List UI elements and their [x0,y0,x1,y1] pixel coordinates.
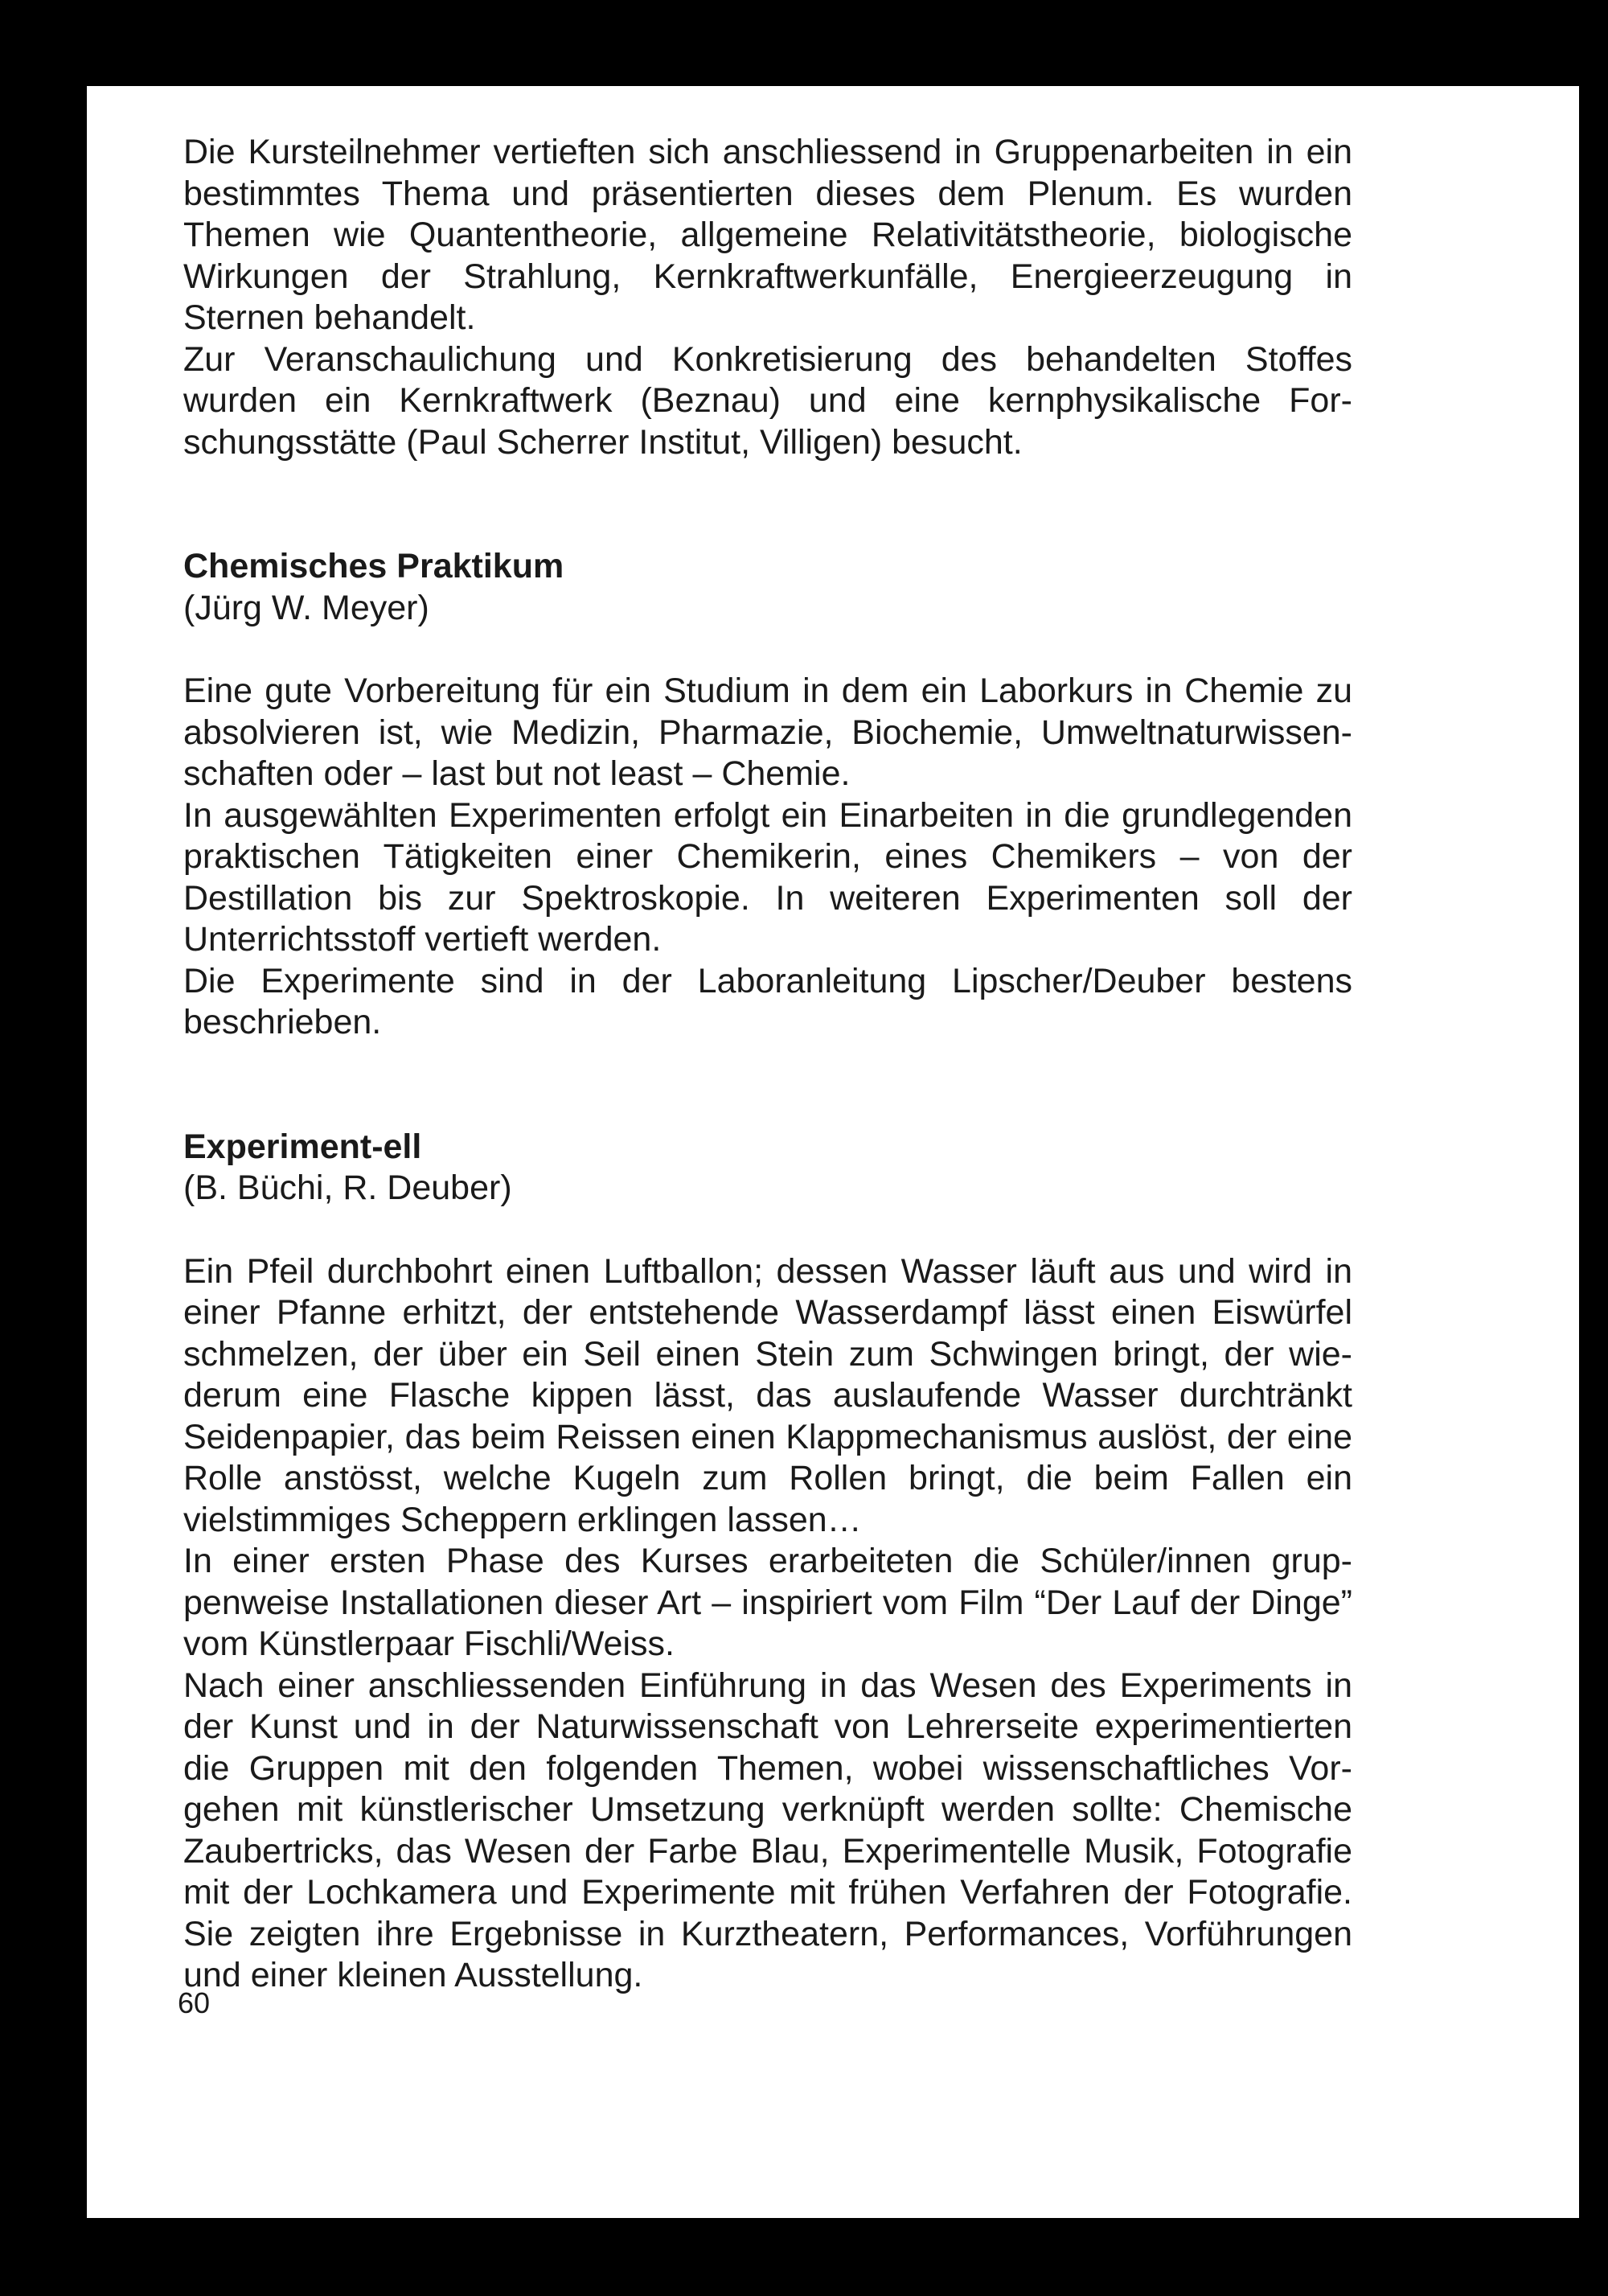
section-chemisches-praktikum [183,546,1352,1044]
section-heading: Experiment-ell [183,1127,422,1166]
paragraph: Zur Veranschaulichung und Konkretisierung des behandelten Stoffes wurden ein Kernkraftwerk (Beznau) und eine kernphysikalische Forschungsstätte (Paul Scherrer Institut, Villigen) besucht. [183,339,1352,462]
paragraph: Die Kursteilnehmer vertieften sich anschliessend in Gruppenarbeiten in ein bestimmtes Thema und präsentierten dieses dem Plenum. Es wurden Themen wie Quantentheorie, allgemeine Relativitätstheorie, biologische Wirkungen der Strahlung, Kernkraftwerkunfälle, Energieerzeugung in Sternen behandelt. [183,133,1352,337]
section-heading: Chemisches Praktikum [183,547,564,585]
intro-section [183,132,1352,463]
paragraph: Nach einer anschliessenden Einführung in das Wesen des Experiments in der Kunst und in der Naturwissenschaft von Lehrerseite experimentierten die Gruppen mit den folgenden Themen, wobei wissenschaftliches Vorgehen mit künstlerischer Umsetzung verknüpft werden sollte: Chemische Zaubertricks, das Wesen der Farbe Blau, Experimentelle Musik, Fotografie mit der Lochkamera und Experimente mit frühen Verfahren der Fotografie. Sie zeigten ihre Ergebnisse in Kurztheatern, Performances, Vorführungen und einer kleinen Ausstellung. [183,1666,1352,1994]
section-experiment-ell [183,1127,1352,1997]
paragraph: In ausgewählten Experimenten erfolgt ein Einarbeiten in die grundlegenden praktischen Tätigkeiten einer Chemikerin, eines Chemikers – von der Destillation bis zur Spektroskopie. In weiteren Experimenten soll der Unterrichtsstoff vertieft werden. [183,795,1352,959]
page-number: 60 [178,1986,211,2019]
page-content [183,132,1352,1997]
paragraph: In einer ersten Phase des Kurses erarbeiteten die Schüler/innen gruppenweise Installationen dieser Art – inspiriert vom Film “Der Lauf der Dinge” vom Künstlerpaar Fischli/Weiss. [183,1542,1352,1663]
paragraph: Die Experimente sind in der Laboranleitung Lipscher/Deuber bestens beschrieben. [183,961,1352,1041]
section-authors: (B. Büchi, R. Deuber) [183,1169,512,1207]
paragraph: Eine gute Vorbereitung für ein Studium in dem ein Laborkurs in Chemie zu absolvieren ist, wie Medizin, Pharmazie, Biochemie, Umweltnaturwissenschaften oder – last but not least – Chemie. [183,672,1352,793]
paragraph: Ein Pfeil durchbohrt einen Luftballon; dessen Wasser läuft aus und wird in einer Pfanne erhitzt, der entstehende Wasserdampf lässt einen Eiswürfel schmelzen, der über ein Seil einen Stein zum Schwingen bringt, der wiederum eine Flasche kippen lässt, das auslaufende Wasser durchtränkt Seidenpapier, das beim Reissen einen Klappmechanismus auslöst, der eine Rolle anstösst, welche Kugeln zum Rollen bringt, die beim Fallen ein vielstimmiges Scheppern erklingen lassen… [183,1251,1352,1539]
section-authors: (Jürg W. Meyer) [183,588,429,627]
